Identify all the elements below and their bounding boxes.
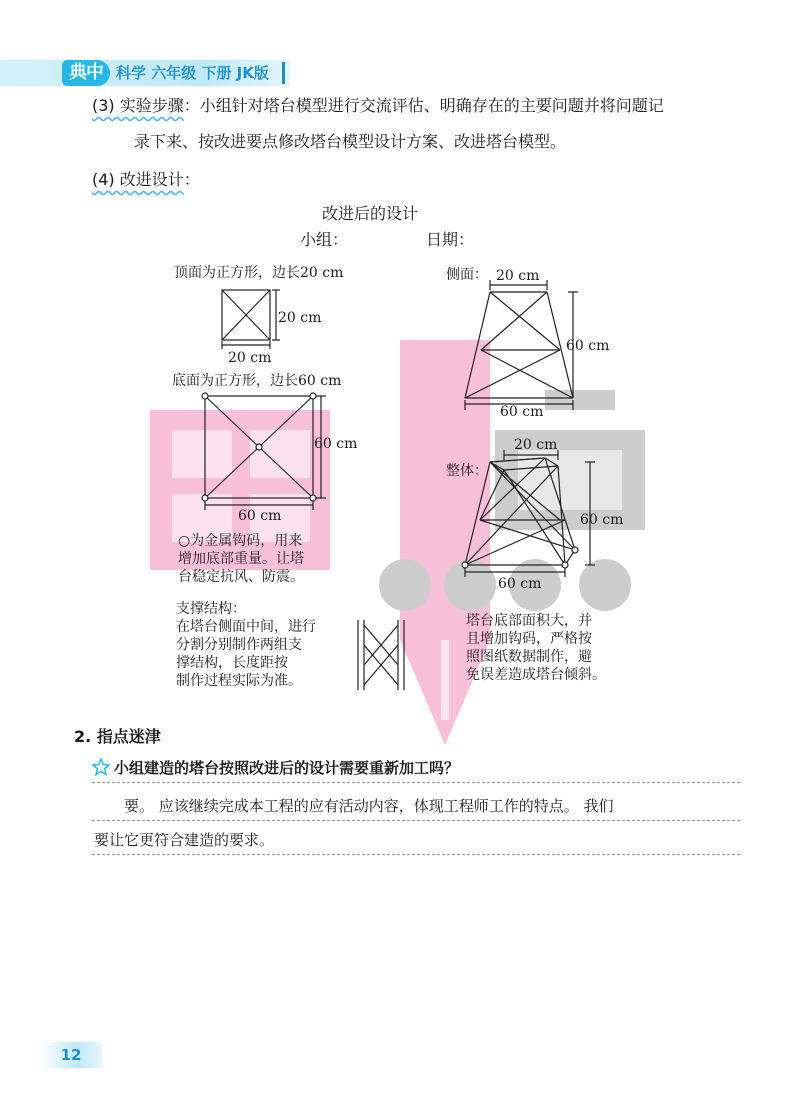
brand-logo: 典中点 [62, 60, 110, 86]
divider-line [92, 854, 740, 855]
hook-weight-icon [562, 562, 568, 568]
divider-line [92, 782, 740, 783]
support-note-line: 在塔台侧面中间，进行 [176, 619, 316, 635]
bottom-face-bottom-dim: 60 cm [238, 508, 282, 524]
support-note-line: 制作过程实际为准。 [176, 673, 302, 689]
bottom-face-diagram [205, 396, 326, 510]
date-label: 日期： [426, 230, 475, 249]
header-subject: 科学 六年级 下册 JK版 [116, 64, 269, 82]
support-note [176, 600, 316, 690]
whole-tower-bottom-dim: 60 cm [498, 576, 542, 592]
step3-text: ：小组针对塔台模型进行交流评估、明确存在的主要问题并将问题记 [183, 96, 664, 115]
side-view-bottom-dim: 60 cm [500, 404, 544, 420]
top-face-bottom-dim: 20 cm [228, 350, 272, 366]
base-note [466, 612, 606, 684]
page-number: 12 [40, 1042, 102, 1068]
hook-weight-icon [310, 495, 316, 501]
support-structure-diagram [358, 620, 404, 690]
whole-tower-caption: 整体： [446, 463, 488, 479]
divider-line [92, 820, 740, 821]
support-note-line: 支撑结构： [176, 601, 246, 617]
step3-label: (3) 实验步骤 [92, 96, 184, 115]
hook-weight-icon [256, 444, 262, 450]
support-note-line: 分割分别制作两组支 [176, 637, 302, 653]
side-view-top-dim: 20 cm [496, 268, 540, 284]
base-note-line: 塔台底部面积大，并 [466, 613, 592, 629]
star-icon [92, 758, 110, 776]
side-view-caption: 侧面： [446, 267, 488, 283]
base-note-line: 且增加钩码，严格按 [466, 631, 592, 647]
hook-note-line: 增加底部重量。让塔 [178, 551, 304, 567]
design-title: 改进后的设计 [321, 204, 418, 223]
step4-label: (4) 改进设计 [92, 170, 184, 189]
hook-note-line: ○为金属钩码，用来 [178, 533, 303, 549]
whole-tower-height-dim: 60 cm [580, 512, 624, 528]
hook-note-line: 台稳定抗风、防震。 [178, 569, 304, 585]
base-note-line: 免误差造成塔台倾斜。 [466, 667, 606, 683]
top-face-side-dim: 20 cm [278, 310, 322, 326]
whole-tower-top-dim: 20 cm [514, 437, 558, 453]
hook-note [178, 532, 304, 586]
bottom-face-side-dim: 60 cm [314, 436, 358, 452]
group-label: 小组： [300, 230, 349, 249]
hook-weight-icon [572, 547, 578, 553]
hook-weight-icon [462, 562, 468, 568]
section2-question: 小组建造的塔台按照改进后的设计需要重新加工吗？ [114, 759, 460, 777]
top-face-caption: 顶面为正方形，边长20 cm [174, 265, 344, 281]
top-face-diagram [222, 290, 280, 349]
bottom-face-caption: 底面为正方形，边长60 cm [172, 373, 342, 389]
support-note-line: 撑结构，长度距按 [176, 655, 288, 671]
hook-weight-icon [310, 393, 316, 399]
step4-colon: ： [183, 170, 200, 189]
hook-weight-icon [202, 495, 208, 501]
step3-line2: 录下来、按改进要点修改塔台模型设计方案、改进塔台模型。 [134, 132, 567, 151]
answer-line1: 要。 应该继续完成本工程的应有活动内容，体现工程师工作的特点。 我们 [124, 797, 614, 815]
base-note-line: 照图纸数据制作，避 [466, 649, 592, 665]
hook-weight-icon [202, 393, 208, 399]
side-view-diagram [465, 280, 578, 410]
answer-line2: 要让它更符合建造的要求。 [94, 831, 275, 849]
section2-title: 2. 指点迷津 [74, 727, 161, 746]
side-view-height-dim: 60 cm [566, 338, 610, 354]
